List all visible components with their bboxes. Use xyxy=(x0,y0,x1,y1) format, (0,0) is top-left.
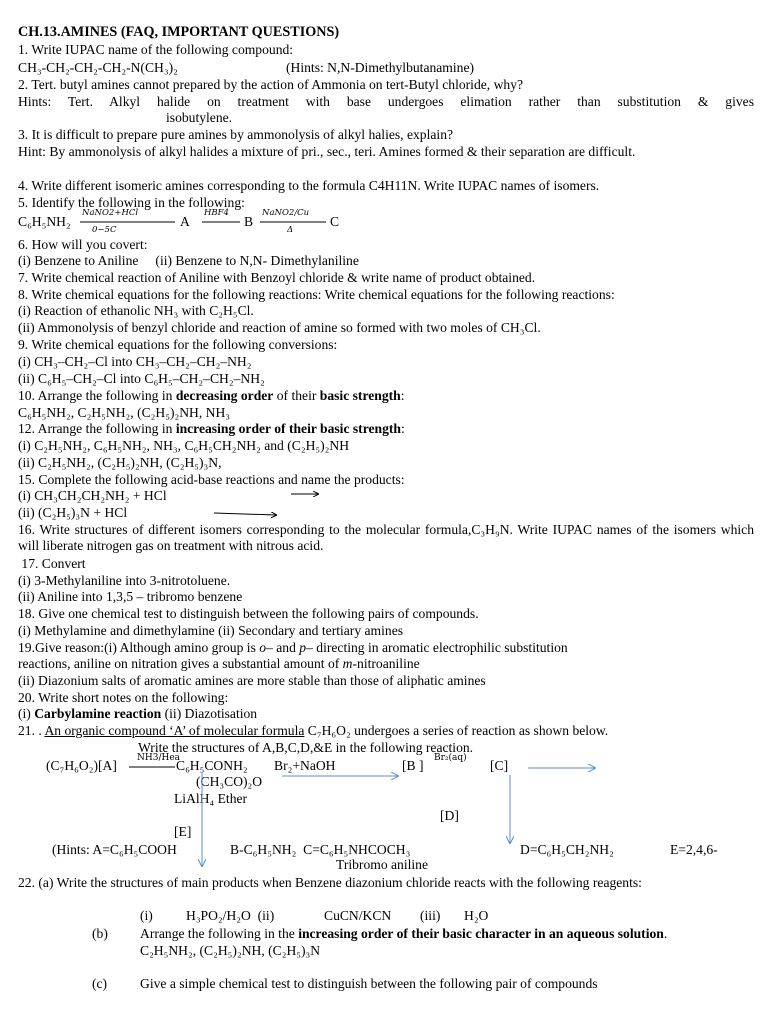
hint-e-cont: Tribromo aniline xyxy=(336,857,429,872)
question-12-ii: (ii) C₂H₅NH₂, (C₂H₅)₂NH, (C₂H₅)₃N, xyxy=(18,455,222,470)
scheme-start: (C₇H₆O₂)[A] xyxy=(46,758,117,773)
question-15: 15. Complete the following acid-base reactions and name the products: xyxy=(18,472,405,487)
reagent-3-bottom: Δ xyxy=(287,225,294,235)
ortho: o xyxy=(259,640,267,655)
question-15-ii: (ii) (C₂H₅)₃N + HCl xyxy=(18,505,128,520)
text: -nitroaniline xyxy=(352,656,420,671)
question-17-ii: (ii) Aniline into 1,3,5 – tribromo benzene xyxy=(18,589,243,604)
hint-e: E=2,4,6- xyxy=(670,842,718,857)
emphasis: basic strength xyxy=(319,388,401,403)
q22a-item-i: (i) xyxy=(140,908,153,923)
label: 22. (a) xyxy=(18,875,54,890)
q22a-item-reagent-3: H₂O xyxy=(464,908,489,923)
emphasis: Carbylamine reaction xyxy=(34,706,162,721)
text: C₇H₆O₂ undergoes a series of reaction as shown below. xyxy=(304,723,609,738)
text: Write the structures of main products when Benzene diazonium chloride reacts with the following reagents: xyxy=(53,875,642,890)
question-6: 6. How will you covert: xyxy=(18,237,148,252)
question-8-ii: (ii) Ammonolysis of benzyl chloride and reaction of amine so formed with two moles of CH₃Cl. xyxy=(18,320,541,335)
reagent-1-bottom: 0−5C xyxy=(92,225,117,235)
text: : xyxy=(400,388,405,403)
question-19-ii: (ii) Diazonium salts of aromatic amines are more stable than those of aliphatic amines xyxy=(18,673,486,688)
question-17: 17. Convert xyxy=(18,556,86,571)
q22b-items: C₂H₅NH₂, (C₂H₅)₂NH, (C₂H₅)₃N xyxy=(140,943,321,958)
question-9-i: (i) CH₃–CH₂–Cl into CH₃–CH₂–CH₂–NH₂ xyxy=(18,354,252,369)
text: : xyxy=(400,421,405,436)
text: – directing in aromatic electrophilic substitution xyxy=(306,640,568,655)
para: p xyxy=(299,640,307,655)
product-b: B xyxy=(244,214,254,229)
question-4: 4. Write different isomeric amines corresponding to the formula C4H11N. Write IUPAC names of isomers. xyxy=(18,178,600,193)
scheme-d: [D] xyxy=(440,808,459,823)
text: 10. Arrange the following in xyxy=(18,388,176,403)
text: 12. Arrange the following in xyxy=(18,421,176,436)
text: reactions, aniline on nitration gives a substantial amount of xyxy=(18,656,343,671)
text: of their xyxy=(273,388,320,403)
question-17-i: (i) 3-Methylaniline into 3-nitrotoluene. xyxy=(18,573,231,588)
scheme-reagent-2: Br₂+NaOH xyxy=(274,758,336,773)
question-12-i: (i) C₂H₅NH₂, C₆H₅NH₂, NH₃, C₆H₅CH₂NH₂ and (C₂H₅)₂NH xyxy=(18,438,350,453)
question-7: 7. Write chemical reaction of Aniline with Benzoyl chloride & write name of product obtained. xyxy=(18,270,536,285)
question-10-items: C₆H₅NH₂, C₂H₅NH₂, (C₂H₅)₂NH, NH₃ xyxy=(18,405,231,420)
hint-a: (Hints: A=C₆H₅COOH xyxy=(52,842,177,857)
question-16: 16. Write structures of different isomers corresponding to the molecular formula,C₃H₉N. Write IUPAC names of the isomers which will liberate nitrogen gas on treatment with nitrous acid. xyxy=(18,522,754,553)
emphasis: decreasing order xyxy=(175,388,274,403)
hint: (Hints: N,N-Dimethylbutanamine) xyxy=(286,60,475,75)
scheme-reagent-4: (CH₃CO)₂O xyxy=(196,774,263,789)
question-8: 8. Write chemical equations for the following reactions: Write chemical equations for the following reactions: xyxy=(18,287,615,302)
text: (ii) Diazotisation xyxy=(161,706,258,721)
text: . xyxy=(663,926,668,941)
q22a-item-reagent-1: H₃PO₂/H₂O (ii) xyxy=(186,908,275,923)
question-3-hint: Hint: By ammonolysis of alkyl halides a mixture of pri., sec., teri. Amines formed & their separation are difficult. xyxy=(18,144,636,159)
text: 19.Give reason:(i) Although amino group is xyxy=(18,640,260,655)
text: (i) xyxy=(18,706,35,721)
scheme-b: [B ] xyxy=(402,758,424,773)
q22a-item-iii: (iii) xyxy=(420,908,441,923)
question-9: 9. Write chemical equations for the following conversions: xyxy=(18,337,338,352)
arrow-q15-ii xyxy=(214,513,276,515)
reagent-3-top: NaNO2/Cu xyxy=(262,208,310,218)
question-6-items: (i) Benzene to Aniline (ii) Benzene to N,N- Dimethylaniline xyxy=(18,253,359,268)
question-9-ii: (ii) C₆H₅–CH₂–Cl into C₆H₅–CH₂–CH₂–NH₂ xyxy=(18,371,265,386)
question-20: 20. Write short notes on the following: xyxy=(18,690,229,705)
product-c: C xyxy=(330,214,340,229)
question-number: 21. . xyxy=(18,723,45,738)
hint-bc: B-C₆H₅NH₂ C=C₆H₅NHCOCH₃ xyxy=(230,842,411,857)
question-2: 2. Tert. butyl amines cannot prepared by the action of Ammonia on tert-Butyl chloride, why? xyxy=(18,77,524,92)
question-8-i: (i) Reaction of ethanolic NH₃ with C₂H₅Cl. xyxy=(18,303,254,318)
question-15-i: (i) CH₃CH₂CH₂NH₂ + HCl xyxy=(18,488,167,503)
scheme-c: [C] xyxy=(490,758,509,773)
question-2-hint: Hints: Tert. Alkyl halide on treatment with base undergoes elimation rather than substitution & gives xyxy=(18,94,754,109)
scheme-product-1: C₆H₅CONH₂ xyxy=(176,758,248,773)
q22c-text: Give a simple chemical test to distinguish between the following pair of compounds xyxy=(140,976,598,991)
reagent-2-top: HBF4 xyxy=(204,208,229,218)
hint-d: D=C₆H₅CH₂NH₂ xyxy=(520,842,614,857)
formula: CH₃-CH₂-CH₂-CH₂-N(CH₃)₂ xyxy=(18,60,178,75)
scheme-reagent-1: NH3/Hea xyxy=(137,753,181,763)
scheme-reagent-5: LiAlH₄ Ether xyxy=(174,791,248,806)
page-title: CH.13.AMINES (FAQ, IMPORTANT QUESTIONS) xyxy=(18,24,340,40)
emphasis: increasing order of their basic strength xyxy=(175,421,401,436)
emphasis: increasing order of their basic character in an aqueous solution xyxy=(298,926,664,941)
q22b-label: (b) xyxy=(92,926,108,941)
question-1: 1. Write IUPAC name of the following compound: xyxy=(18,42,294,57)
question-3: 3. It is difficult to prepare pure amines by ammonolysis of alkyl halies, explain? xyxy=(18,127,454,142)
underlined-text: An organic compound ‘A’ of molecular formula xyxy=(44,723,305,738)
question-21-line-2: Write the structures of A,B,C,D,&E in the following reaction. xyxy=(138,740,474,755)
meta: m xyxy=(342,656,353,671)
q22c-label: (c) xyxy=(92,976,108,991)
question-2-hint-cont: isobutylene. xyxy=(166,110,233,125)
scheme-e: [E] xyxy=(174,824,192,839)
text: – and xyxy=(266,640,300,655)
question-5: 5. Identify the following in the following: xyxy=(18,195,245,210)
reagent-1-top: NaNO2+HCl xyxy=(82,208,139,218)
text: Arrange the following in the xyxy=(140,926,299,941)
scheme-reagent-3: Br₂(aq) xyxy=(434,753,467,763)
product-a: A xyxy=(180,214,190,229)
question-18-items: (i) Methylamine and dimethylamine (ii) Secondary and tertiary amines xyxy=(18,623,404,638)
question-18: 18. Give one chemical test to distinguish between the following pairs of compounds. xyxy=(18,606,479,621)
q22a-item-reagent-2: CuCN/KCN xyxy=(324,908,392,923)
reaction-start: C₆H₅NH₂ xyxy=(18,214,71,229)
